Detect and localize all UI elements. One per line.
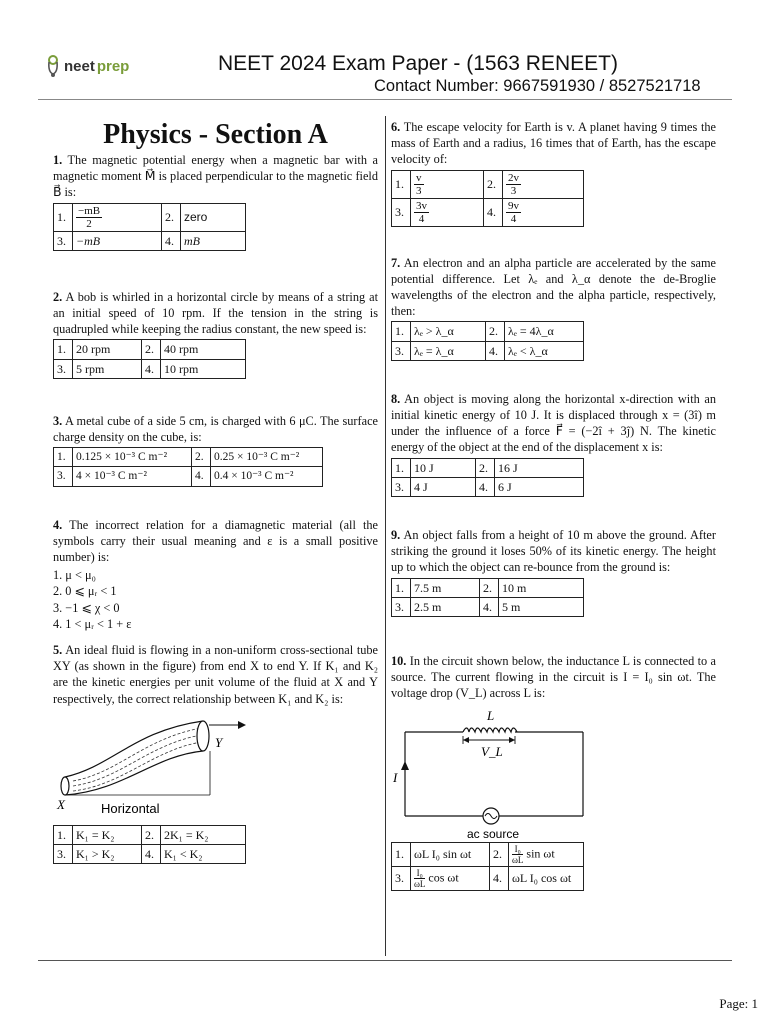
fraction	[76, 205, 102, 230]
fraction	[506, 200, 521, 225]
option-4[interactable]: mB	[181, 231, 246, 250]
question-6	[391, 119, 716, 227]
fluid-tube-figure	[53, 711, 253, 823]
option-number: 1.	[392, 458, 411, 477]
option-4[interactable]: 6 J	[495, 477, 584, 496]
option-2[interactable]	[509, 842, 584, 866]
option-1[interactable]: K₁ = K₂	[73, 825, 142, 844]
option-number: 3.	[392, 341, 411, 360]
question-number: 6.	[391, 120, 401, 134]
question-number: 9.	[391, 528, 401, 543]
fraction	[414, 172, 424, 197]
label-inductance: L	[487, 707, 495, 723]
option-3[interactable]: λₑ = λ_α	[411, 341, 486, 360]
option-3[interactable]	[411, 866, 490, 890]
option-2[interactable]: 40 rpm	[161, 340, 246, 359]
option-number: 4.	[191, 467, 210, 486]
option-4[interactable]: 10 rpm	[161, 359, 246, 378]
options-table	[391, 321, 584, 360]
option-3[interactable]: −mB	[73, 231, 162, 250]
option-tail: cos ωt	[428, 869, 459, 884]
option-4[interactable]: ωL I₀ cos ωt	[509, 866, 584, 890]
option-1[interactable]: 20 rpm	[73, 340, 142, 359]
options-table	[53, 339, 246, 378]
option-number: 3.	[54, 467, 73, 486]
page-title: NEET 2024 Exam Paper - (1563 RENEET)	[218, 52, 618, 75]
fraction-numerator: 3v	[416, 199, 427, 212]
option-number: 3.	[392, 198, 411, 226]
column-divider	[385, 116, 386, 956]
question-text: The escape velocity for Earth is v. A planet having 9 times the mass of Earth and a radius, 16 times that of Earth, has the escape velocity of:	[391, 120, 717, 167]
option-3[interactable]: 5 rpm	[73, 359, 142, 378]
question-2	[53, 289, 378, 379]
circuit-figure	[391, 706, 601, 840]
option-number: 1.	[392, 842, 411, 866]
option-number: 2.	[162, 203, 181, 231]
left-column	[53, 116, 378, 864]
fraction-numerator: 9v	[508, 199, 519, 212]
option-2[interactable]: 2. 0 ⩽ μᵣ < 1	[53, 584, 117, 599]
question-number: 8.	[391, 391, 401, 406]
question-10	[391, 653, 716, 891]
fraction-denominator: 3	[510, 184, 517, 197]
question-text: An object is moving along the horizontal x-direction with an initial kinetic energy of 10 J. It is displaced through x = (3î) m under the influence of a force F⃗ = (−2î + 3ĵ) N. The kinetic energy of the object at the end of the displacement x is:	[391, 391, 716, 455]
option-number: 2.	[476, 458, 495, 477]
fraction	[512, 844, 523, 865]
fraction-numerator: I₀	[512, 844, 523, 855]
option-number: 2.	[191, 448, 210, 467]
option-number: 2.	[142, 340, 161, 359]
option-number: 1.	[54, 448, 73, 467]
options-table	[53, 203, 246, 251]
option-number: 4.	[480, 597, 499, 616]
option-1[interactable]: 1. μ < μ₀	[53, 568, 96, 583]
neetprep-logo	[44, 54, 129, 78]
option-number: 3.	[54, 359, 73, 378]
option-4[interactable]: 5 m	[499, 597, 584, 616]
question-text: An object falls from a height of 10 m above the ground. After striking the ground it loses 50% of its kinetic energy. The height up to which the object can re-bounce from the ground is:	[391, 528, 716, 575]
option-list	[53, 567, 378, 632]
question-number: 3.	[53, 413, 63, 428]
option-number: 3.	[54, 845, 73, 864]
option-1[interactable]: 10 J	[411, 458, 476, 477]
option-3[interactable]: 4 × 10⁻³ C m⁻²	[73, 467, 192, 486]
option-4[interactable]: 0.4 × 10⁻³ C m⁻²	[210, 467, 322, 486]
option-4[interactable]: 4. 1 < μᵣ < 1 + ε	[53, 616, 132, 631]
footer-divider	[38, 960, 732, 961]
option-2[interactable]: 0.25 × 10⁻³ C m⁻²	[210, 448, 322, 467]
question-8	[391, 391, 716, 497]
option-4[interactable]: λₑ < λ_α	[505, 341, 584, 360]
label-current: I	[393, 769, 398, 785]
option-number: 3.	[54, 231, 73, 250]
option-1[interactable]: ωL I₀ sin ωt	[411, 842, 490, 866]
option-number: 1.	[54, 203, 73, 231]
option-number: 2.	[480, 578, 499, 597]
question-number: 5.	[53, 643, 63, 658]
question-number: 2.	[53, 289, 63, 304]
option-1[interactable]: 7.5 m	[411, 578, 480, 597]
question-text: The incorrect relation for a diamagnetic material (all the symbols carry their usual meaning and ε is a small positive number) is:	[53, 517, 379, 565]
question-5	[53, 642, 378, 864]
option-3[interactable]: 2.5 m	[411, 597, 480, 616]
option-1[interactable]: 0.125 × 10⁻³ C m⁻²	[73, 448, 192, 467]
fraction-numerator: −mB	[78, 204, 101, 217]
fraction	[414, 200, 429, 225]
contact-number: Contact Number: 9667591930 / 8527521718	[374, 77, 701, 95]
question-number: 4.	[53, 517, 63, 532]
question-number: 10.	[391, 654, 407, 669]
fraction-denominator: 2	[86, 217, 92, 230]
question-7	[391, 255, 716, 361]
options-table	[53, 447, 323, 486]
options-table	[391, 842, 584, 891]
fraction	[414, 868, 425, 889]
option-2[interactable]: 10 m	[499, 578, 584, 597]
option-3[interactable]: K₁ > K₂	[73, 845, 142, 864]
right-column	[391, 119, 716, 891]
option-number: 1.	[54, 340, 73, 359]
fraction-numerator: I₀	[414, 868, 425, 879]
option-number: 1.	[392, 322, 411, 341]
option-2[interactable]	[503, 170, 584, 198]
question-number: 7.	[391, 255, 401, 270]
fraction-denominator: ωL	[414, 878, 426, 889]
question-4	[53, 517, 378, 632]
header-divider	[38, 99, 732, 100]
logo-text-neet: neet	[64, 57, 95, 75]
option-number: 2.	[142, 825, 161, 844]
option-2[interactable]: 16 J	[495, 458, 584, 477]
option-1[interactable]	[411, 170, 484, 198]
option-number: 4.	[476, 477, 495, 496]
question-text: The magnetic potential energy when a magnetic bar with a magnetic moment M⃗ is placed perpendicular to the magnetic field B⃗ is:	[53, 153, 378, 200]
option-number: 4.	[162, 231, 181, 250]
question-3	[53, 413, 378, 487]
option-2[interactable]: zero	[181, 203, 246, 231]
options-table	[391, 458, 584, 497]
fraction-denominator: 4	[510, 212, 517, 225]
option-2[interactable]: 2K₁ = K₂	[161, 825, 246, 844]
option-3[interactable]	[411, 198, 484, 226]
option-tail: sin ωt	[526, 845, 555, 860]
fraction-denominator: 3	[416, 184, 422, 197]
question-text: An electron and an alpha particle are accelerated by the same potential difference. Let λₑ and λ_α denote the de-Broglie wavelengths of the electron and the alpha particle, respectively, then:	[391, 255, 716, 319]
fraction-denominator: ωL	[512, 854, 524, 865]
section-title: Physics - Section A	[103, 119, 328, 150]
option-number: 4.	[486, 341, 505, 360]
option-3[interactable]: 3. −1 ⩽ χ < 0	[53, 600, 120, 615]
label-horizontal: Horizontal	[101, 800, 160, 816]
option-number: 4.	[142, 359, 161, 378]
option-1[interactable]	[73, 203, 162, 231]
option-number: 4.	[490, 866, 509, 890]
question-text: A bob is whirled in a horizontal circle by means of a string at an initial speed of 10 rpm. If the tension in the string is quadrupled while keeping the radius constant, the new speed is:	[53, 289, 378, 337]
options-table	[391, 170, 584, 227]
option-number: 4.	[484, 198, 503, 226]
question-9	[391, 527, 716, 617]
label-y: Y	[215, 734, 223, 750]
option-2[interactable]: λₑ = 4λ_α	[505, 322, 584, 341]
option-number: 3.	[392, 597, 411, 616]
option-number: 1.	[392, 170, 411, 198]
option-3[interactable]: 4 J	[411, 477, 476, 496]
logo-text-prep: prep	[96, 57, 130, 75]
option-number: 3.	[392, 866, 411, 890]
option-4[interactable]: K₁ < K₂	[161, 845, 246, 864]
question-number: 1.	[53, 153, 63, 167]
options-table	[53, 825, 246, 864]
option-number: 4.	[142, 845, 161, 864]
option-1[interactable]: λₑ > λ_α	[411, 322, 486, 341]
question-text: A metal cube of a side 5 cm, is charged with 6 μC. The surface charge density on the cube, is:	[53, 413, 378, 445]
option-number: 1.	[392, 578, 411, 597]
fraction	[506, 172, 521, 197]
option-number: 1.	[54, 825, 73, 844]
question-text: In the circuit shown below, the inductance L is connected to a source. The current flowing in the circuit is I = I₀ sin ωt. The voltage drop (V_L) across L is:	[391, 654, 716, 701]
label-voltage-drop: V_L	[481, 743, 503, 759]
fraction-numerator: 2v	[508, 171, 519, 184]
option-number: 3.	[392, 477, 411, 496]
options-table	[391, 578, 584, 617]
page-number: Page: 1	[719, 996, 758, 1011]
stethoscope-icon	[44, 54, 62, 78]
label-x: X	[57, 796, 65, 812]
option-4[interactable]	[503, 198, 584, 226]
option-number: 2.	[484, 170, 503, 198]
question-1	[53, 152, 378, 251]
question-text: An ideal fluid is flowing in a non-uniform cross-sectional tube XY (as shown in the figure) from end X to end Y. If K₁ and K₂ are the kinetic energies per unit volume of the fluid at X and Y respectively, the correct relationship between K₁ and K₂ is:	[53, 643, 378, 706]
fraction-numerator: v	[416, 171, 422, 184]
option-number: 2.	[486, 322, 505, 341]
option-number: 2.	[490, 842, 509, 866]
fraction-denominator: 4	[418, 212, 425, 225]
label-ac-source: ac source	[467, 826, 520, 840]
